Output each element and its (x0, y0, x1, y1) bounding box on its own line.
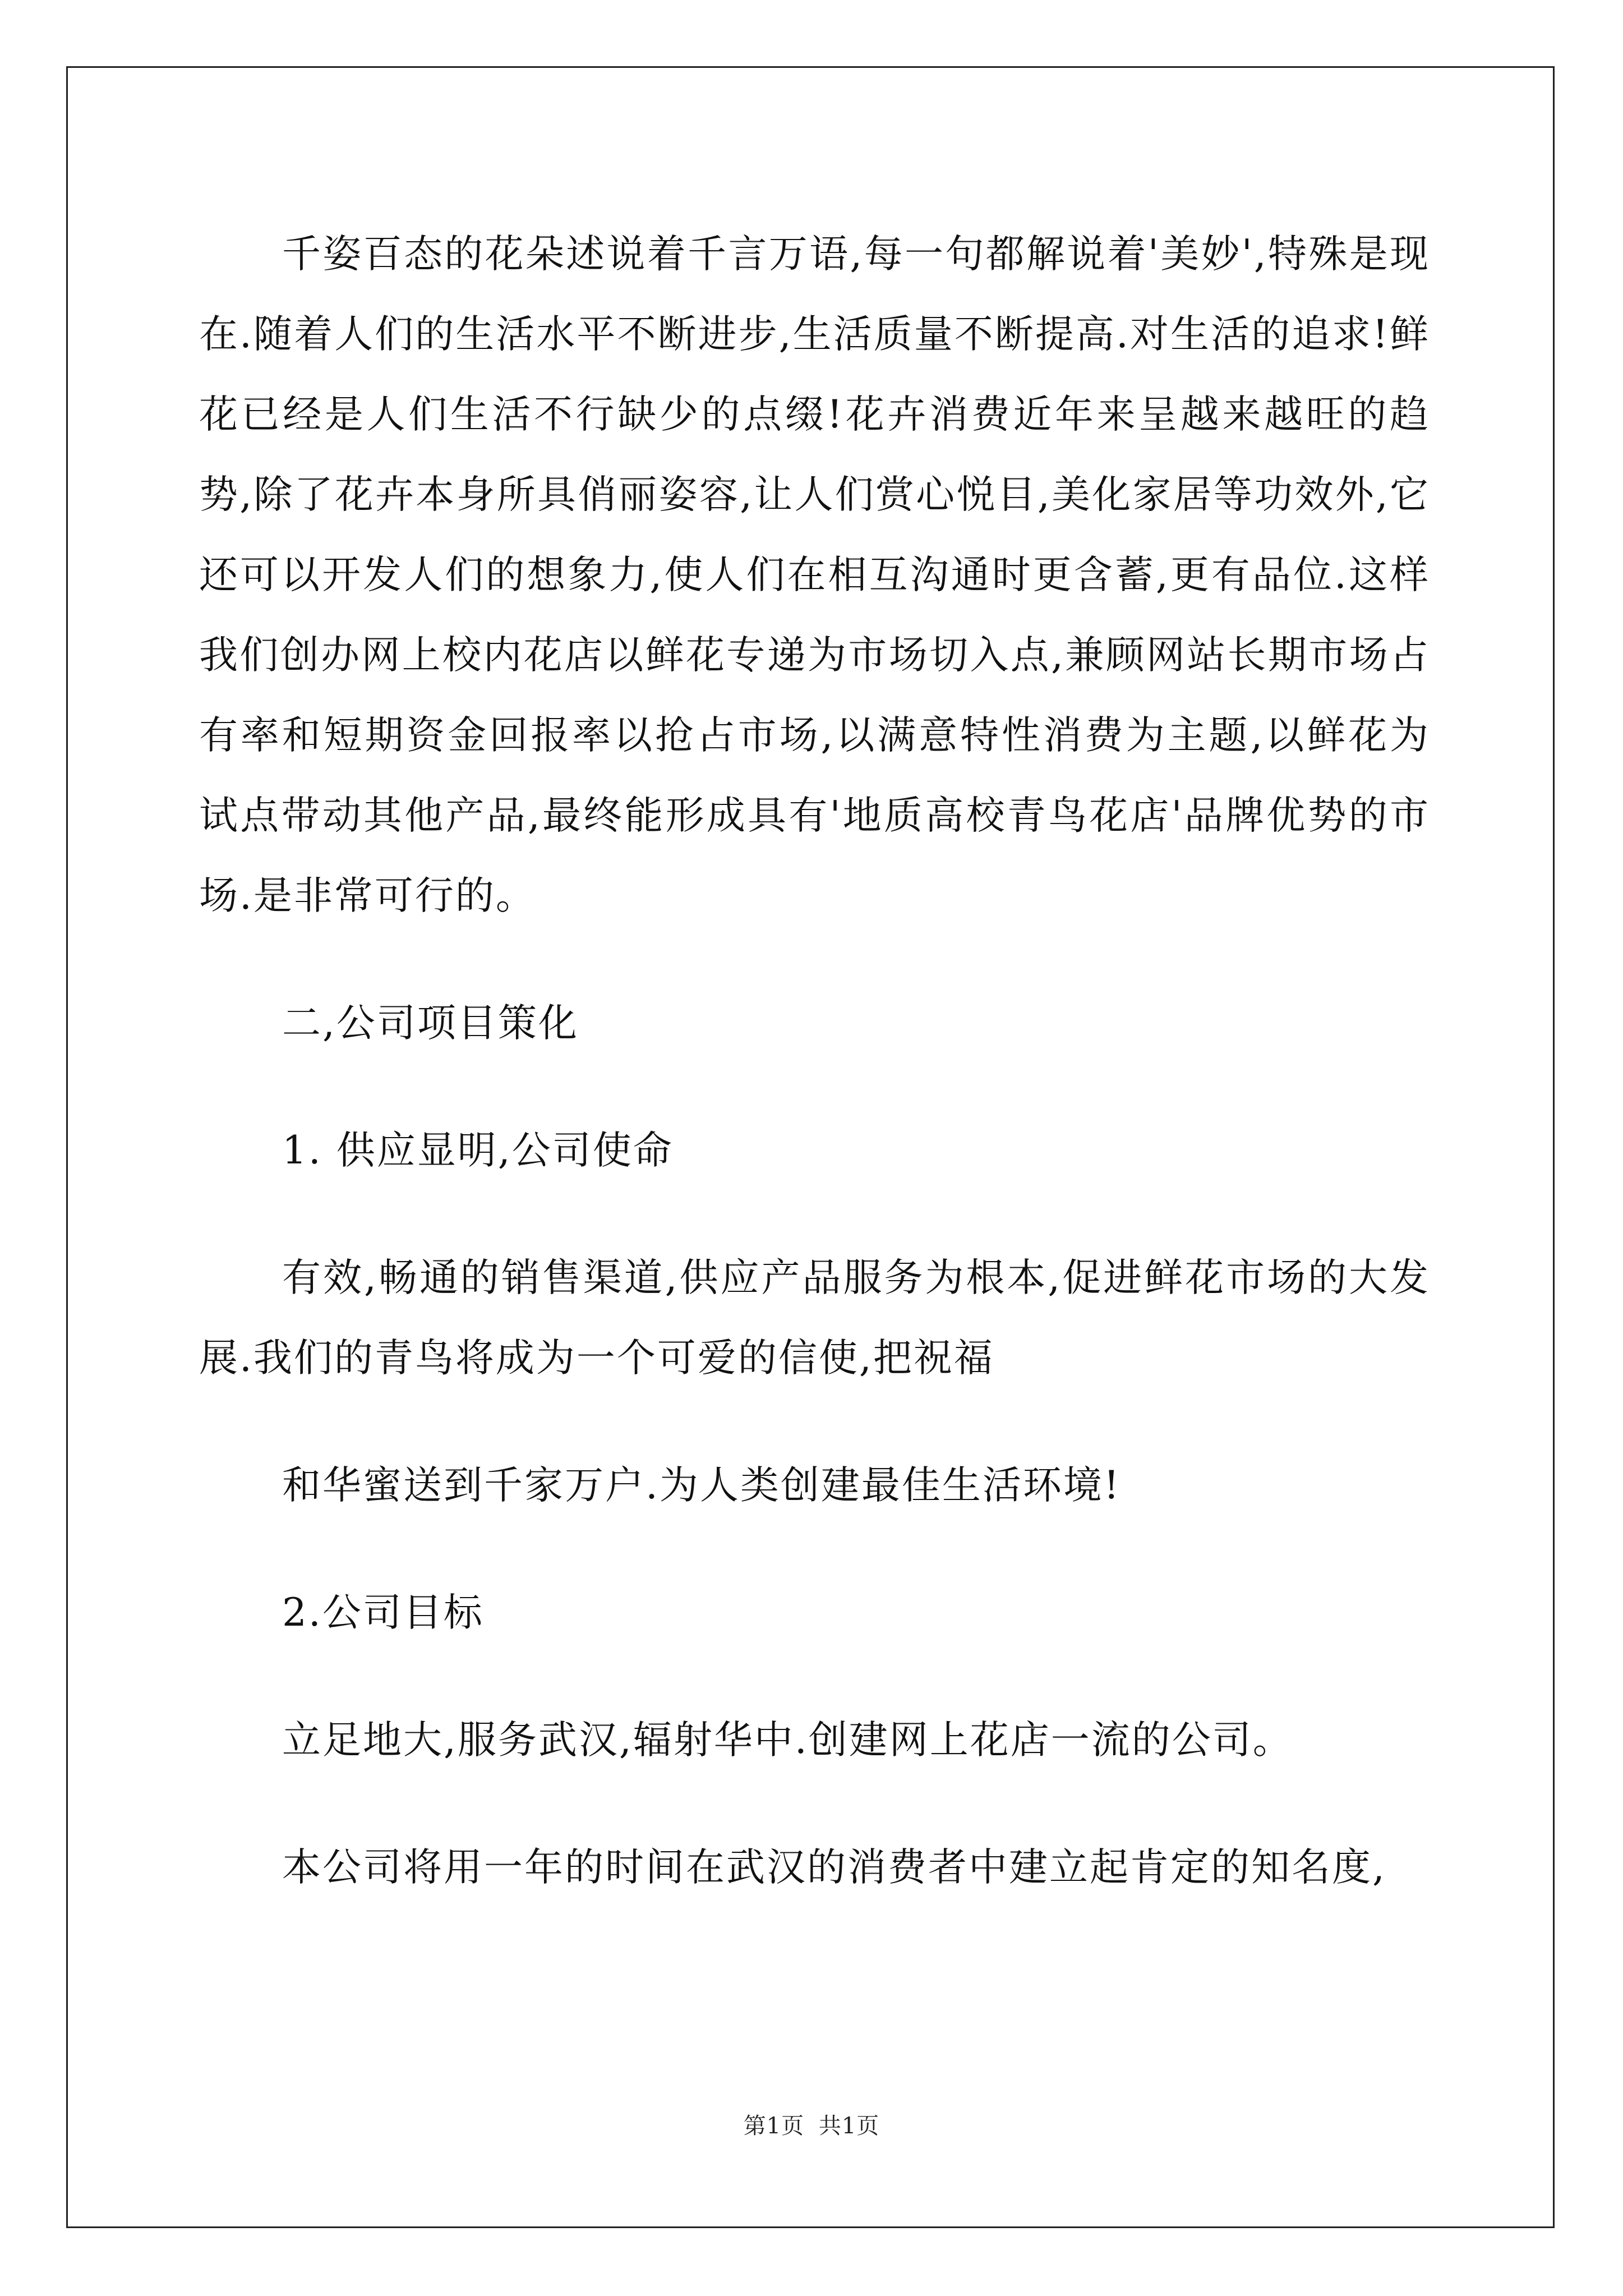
subheading-company-goals: 2.公司目标 (282, 1590, 484, 1635)
page-number-total: 共1页 (818, 2113, 880, 2139)
goals-paragraph: 立足地大,服务武汉,辐射华中.创建网上花店一流的公司。 (282, 1718, 1293, 1763)
page-number-current: 第1页 (743, 2113, 805, 2139)
page-footer (0, 2108, 1623, 2140)
section-heading-project-planning: 二,公司项目策化 (282, 1001, 579, 1046)
intro-paragraph: 千姿百态的花朵述说着千言万语,每一句都解说着'美妙',特殊是现在.随着人们的生活水平不断进步,生活质量不断提高.对生活的追求!鲜花已经是人们生活不行缺少的点缀!花卉消费近年来呈越来越旺的趋势,除了花卉本身所具俏丽姿容,让人们赏心悦目,美化家居等功效外,它还可以开发人们的想象力,使人们在相互沟通时更含蓄,更有品位.这样我们创办网上校内花店以鲜花专递为市场切入点,兼顾网站长期市场占有率和短期资金回报率以抢占市场,以满意特性消费为主题,以鲜花为试点带动其他产品,最终能形成具有'地质高校青鸟花店'品牌优势的市场.是非常可行的。 (199, 232, 1430, 918)
mission-paragraph: 有效,畅通的销售渠道,供应产品服务为根本,促进鲜花市场的大发展.我们的青鸟将成为一个可爱的信使,把祝福 (199, 1255, 1430, 1381)
document-body (199, 214, 1430, 1908)
goals-detail-paragraph: 本公司将用一年的时间在武汉的消费者中建立起肯定的知名度, (282, 1845, 1386, 1890)
mission-paragraph-continued: 和华蜜送到千家万户.为人类创建最佳生活环境! (282, 1463, 1121, 1508)
subheading-company-mission: 1. 供应显明,公司使命 (282, 1128, 674, 1173)
